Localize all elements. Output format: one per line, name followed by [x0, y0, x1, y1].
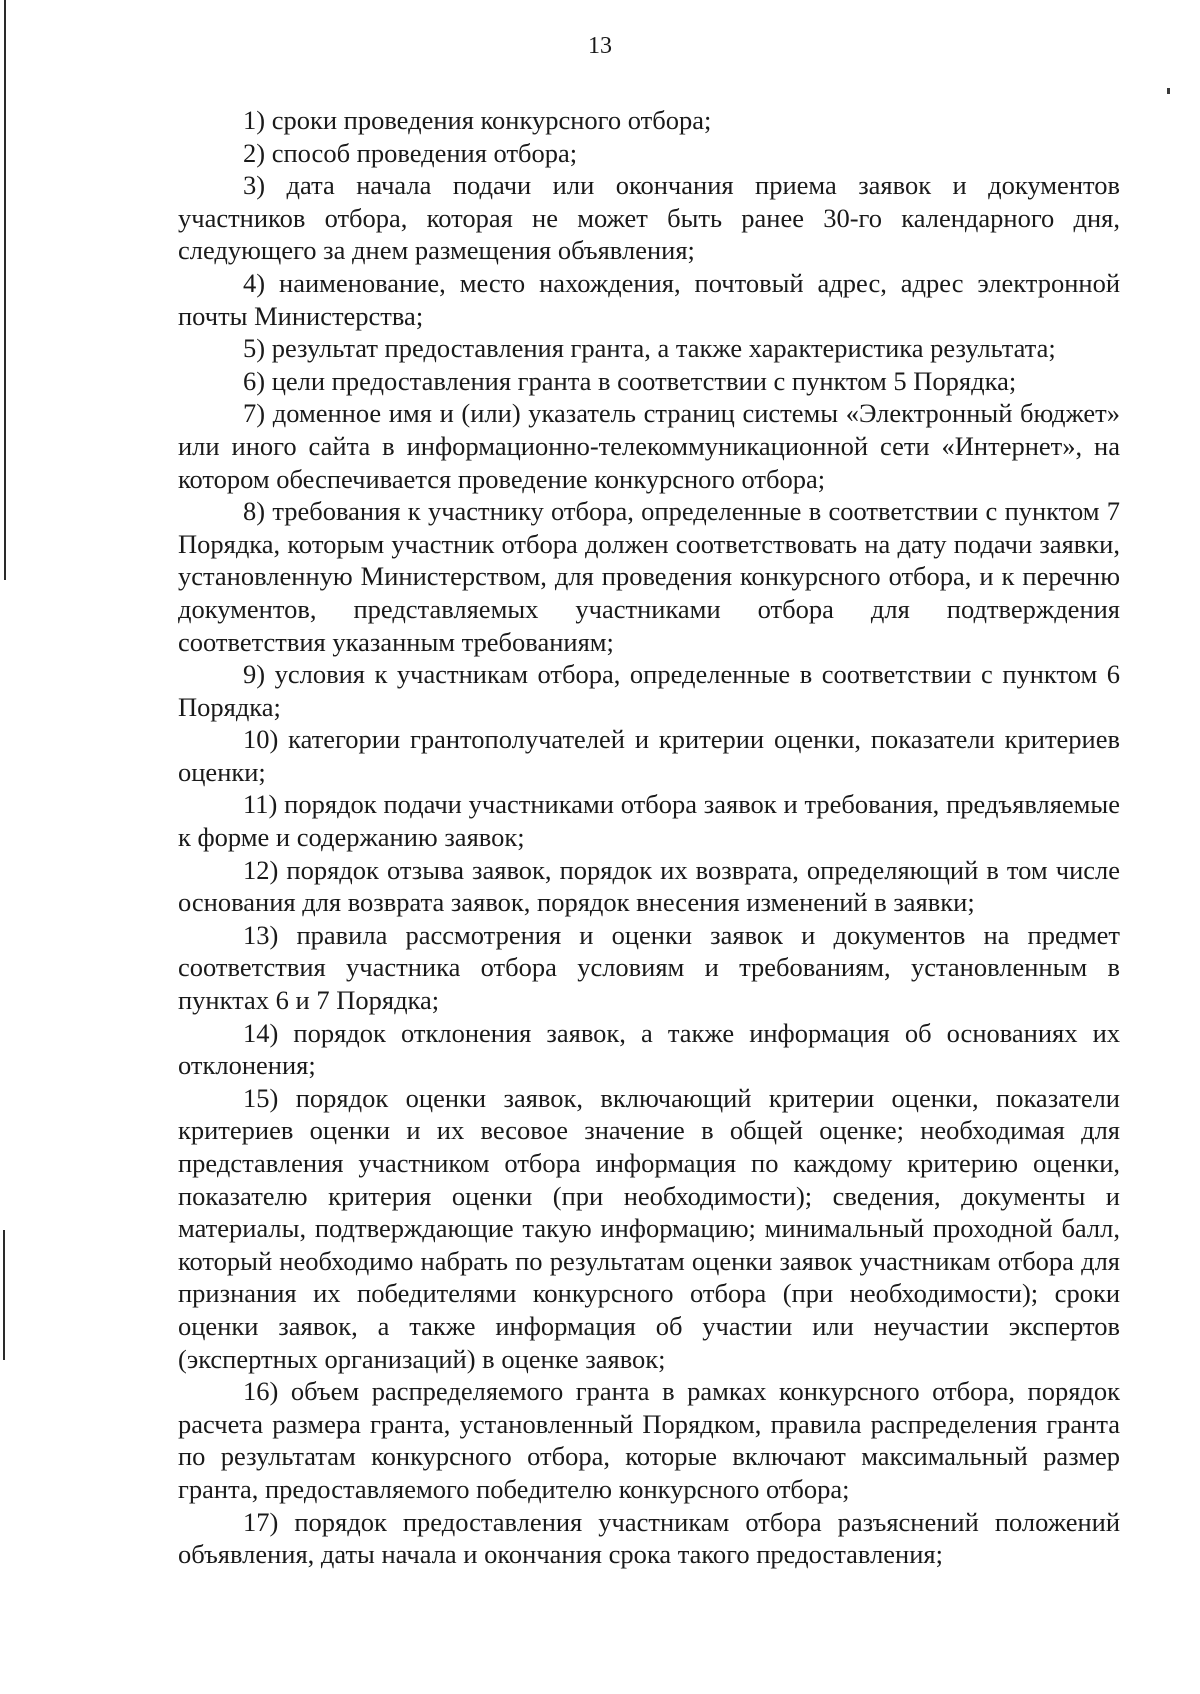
list-item: 6) цели предоставления гранта в соответствии с пунктом 5 Порядка; [243, 365, 1017, 396]
list-item: 5) результат предоставления гранта, а также характеристика результата; [243, 333, 1056, 364]
scan-speck [1167, 88, 1170, 94]
list-item: 8) требования к участнику отбора, определенные в соответствии с пунктом 7 Порядка, которым участник отбора должен соответствовать на дату подачи заявки, установленную Министерством, для проведения конкурсного отбора, и к перечню документов, представляемых участниками отбора для подтверждения соответствия указанным требованиям; [178, 496, 1120, 657]
list-item: 2) способ проведения отбора; [243, 137, 578, 168]
list-item: 4) наименование, место нахождения, почтовый адрес, адрес электронной почты Министерства; [178, 267, 1120, 331]
scan-edge-mark [4, 0, 6, 580]
list-item: 14) порядок отклонения заявок, а также информация об основаниях их отклонения; [178, 1017, 1120, 1081]
list-item: 9) условия к участникам отбора, определенные в соответствии с пунктом 6 Порядка; [178, 659, 1120, 722]
list-item: 7) доменное имя и (или) указатель страниц системы «Электронный бюджет» или иного сайта в информационно-телекоммуникационной сети «Интернет», на котором обеспечивается проведение конкурсного отбора; [178, 398, 1120, 494]
list-item: 15) порядок оценки заявок, включающий критерии оценки, показатели критериев оценки и их весовое значение в общей оценке; необходимая для представления участником отбора информация по каждому критерию оценки, показателю критерия оценки (при необходимости); сведения, документы и материалы, подтверждающие такую информацию; минимальный проходной балл, который необходимо набрать по результатам оценки заявок участникам отбора для признания их победителями конкурсного отбора (при необходимости); сроки оценки заявок, а также информация об участии или неучастии экспертов (экспертных организаций) в оценке заявок; [178, 1082, 1120, 1374]
list-item: 17) порядок предоставления участникам отбора разъяснений положений объявления, даты начала и окончания срока такого предоставления; [178, 1506, 1120, 1570]
scan-edge-mark [3, 1230, 5, 1360]
document-body [178, 104, 1120, 1571]
list-item: 1) сроки проведения конкурсного отбора; [243, 105, 712, 135]
list-item: 3) дата начала подачи или окончания приема заявок и документов участников отбора, которая не может быть ранее 30-го календарного дня, следующего за днем размещения объявления; [178, 170, 1120, 266]
list-item: 12) порядок отзыва заявок, порядок их возврата, определяющий в том числе основания для возврата заявок, порядок внесения изменений в заявки; [178, 854, 1120, 918]
page-number: 13 [588, 33, 612, 59]
list-item: 11) порядок подачи участниками отбора заявок и требования, предъявляемые к форме и содержанию заявок; [178, 789, 1120, 853]
list-item: 10) категории грантополучателей и критерии оценки, показатели критериев оценки; [178, 724, 1120, 787]
list-item: 16) объем распределяемого гранта в рамках конкурсного отбора, порядок расчета размера гранта, установленный Порядком, правила распределения гранта по результатам конкурсного отбора, которые включают максимальный размер гранта, предоставляемого победителю конкурсного отбора; [178, 1376, 1120, 1504]
list-item: 13) правила рассмотрения и оценки заявок и документов на предмет соответствия участника отбора условиям и требованиям, установленным в пунктах 6 и 7 Порядка; [178, 919, 1120, 1016]
